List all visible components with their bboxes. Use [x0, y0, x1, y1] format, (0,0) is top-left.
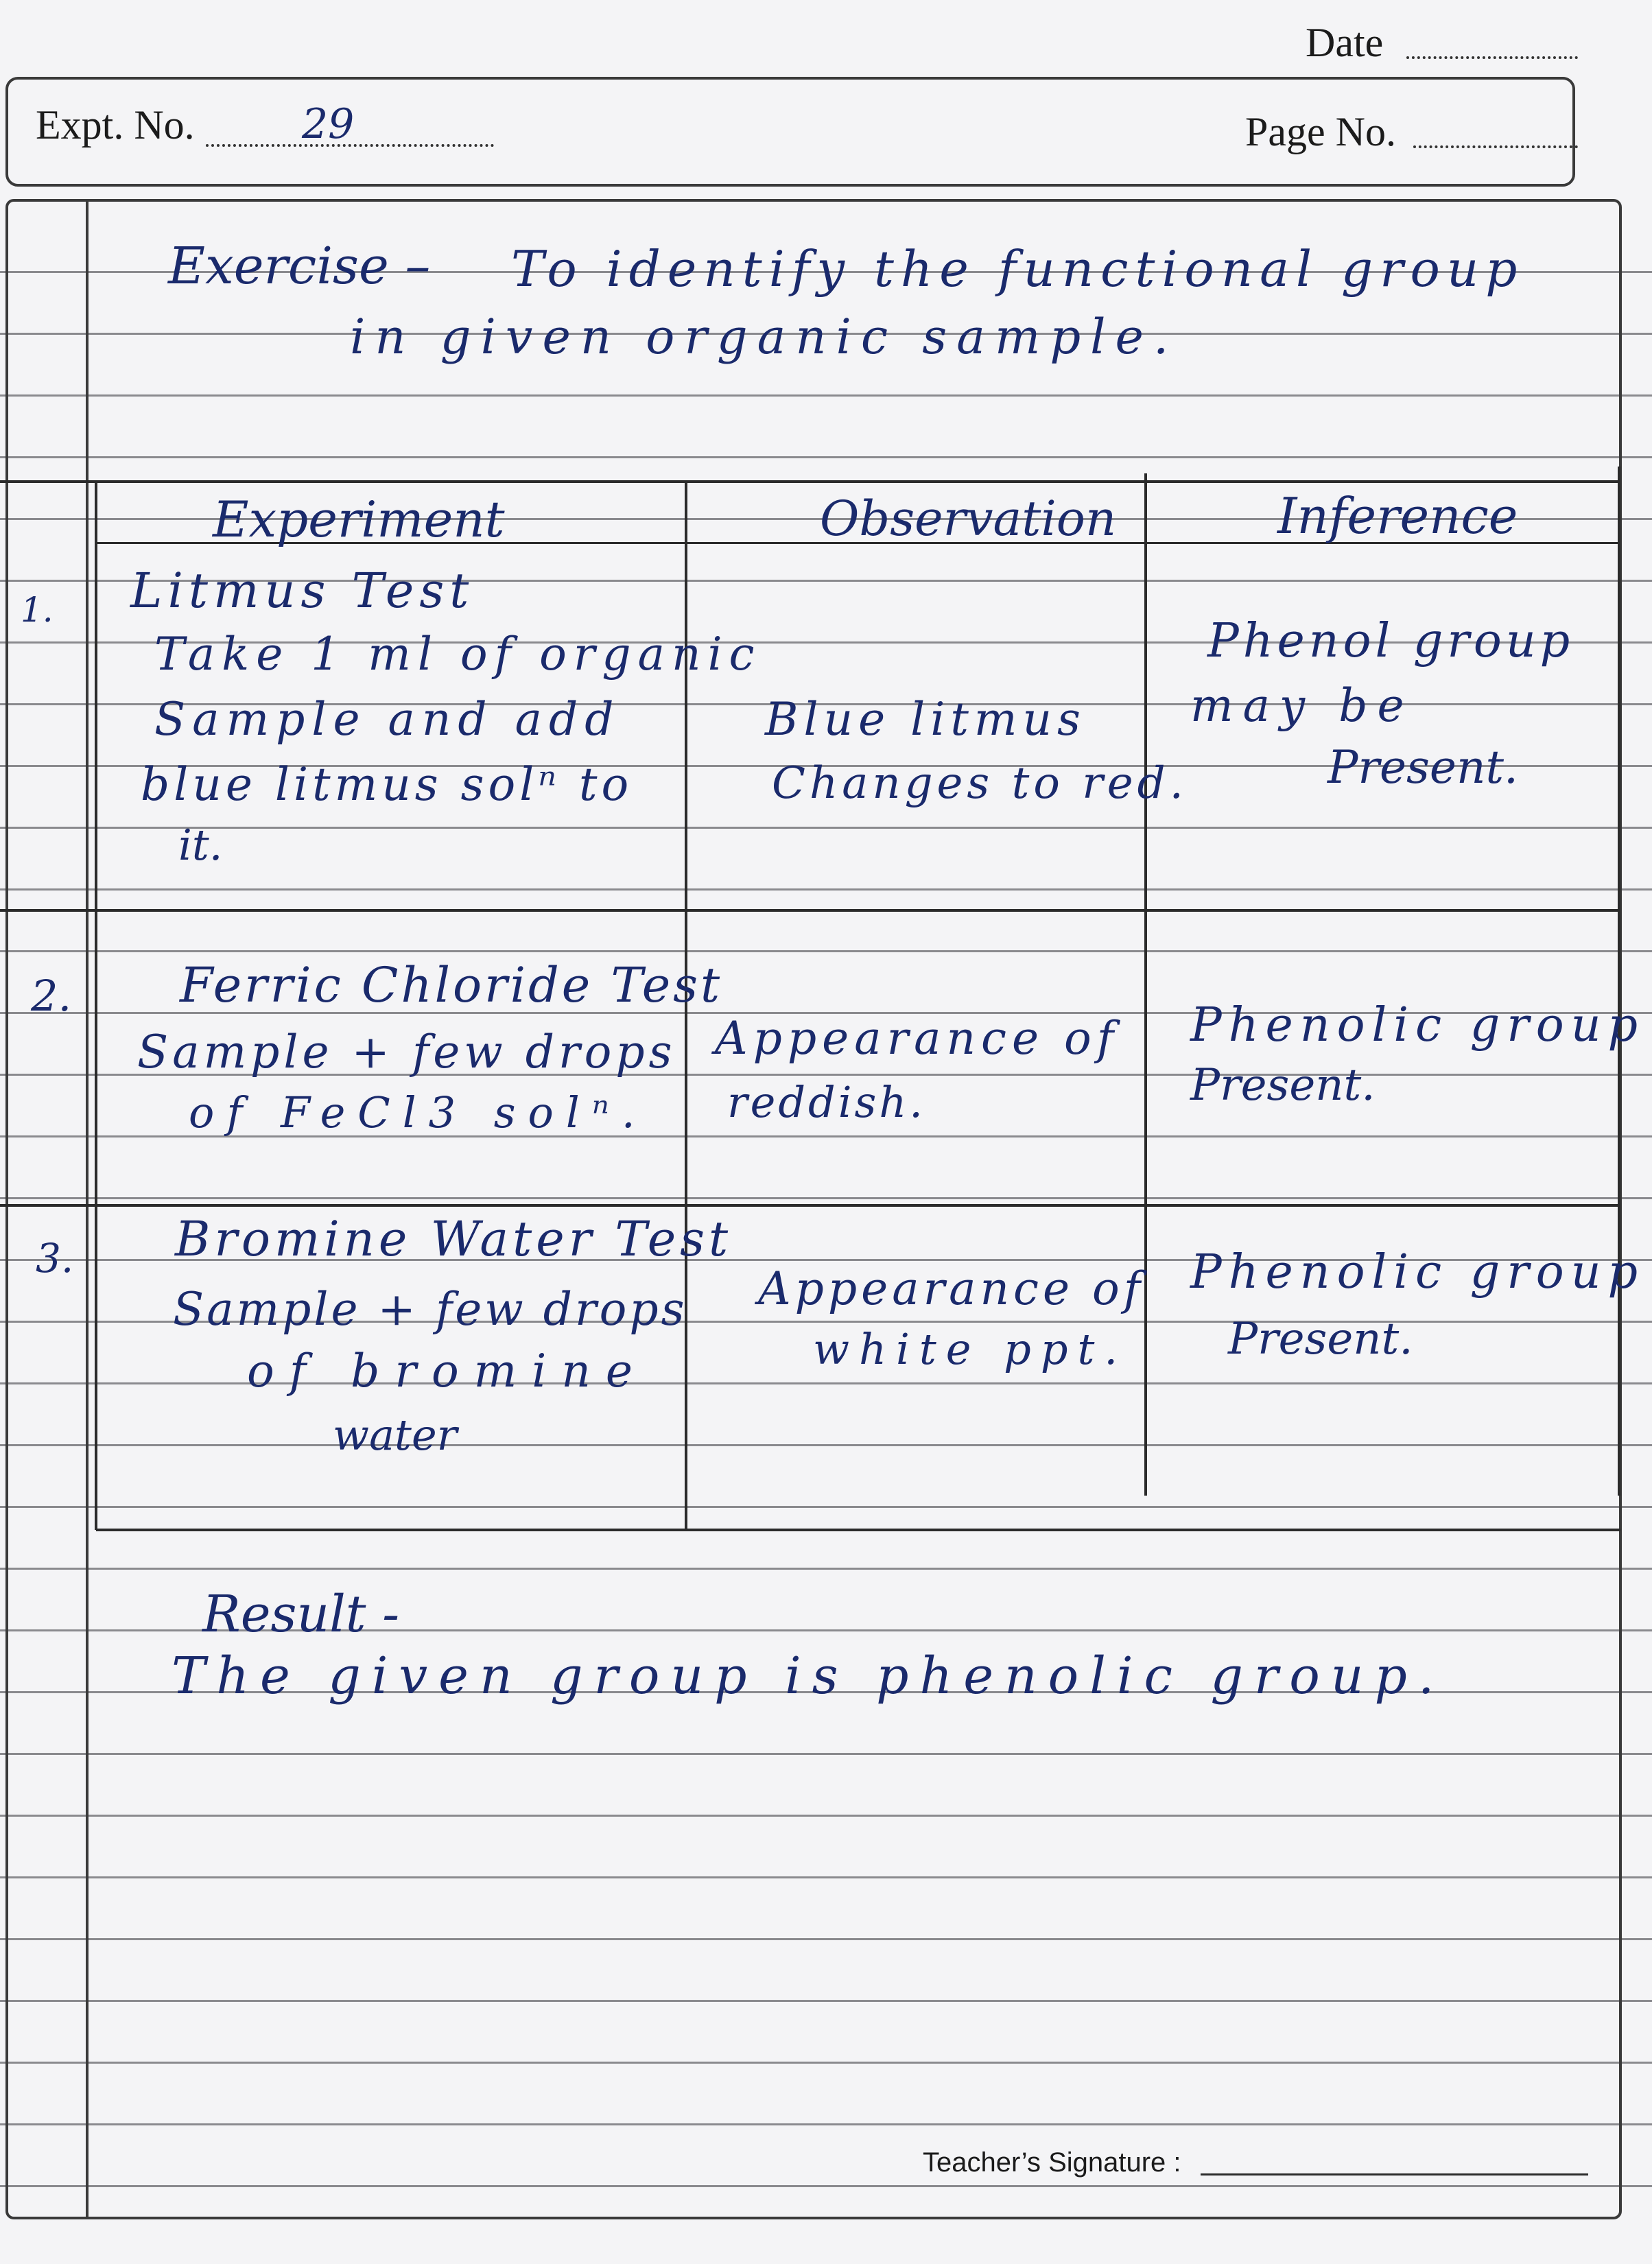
row-2-inference-line-1: Phenolic group [1190, 998, 1645, 1052]
header-observation: Observation [820, 491, 1117, 547]
row-2-experiment-line-1: Sample + few drops [137, 1026, 676, 1078]
row-3-number: 3. [36, 1235, 74, 1282]
row-1-experiment-line-2: Sample and add [154, 693, 621, 746]
row-2-observation-line-1: Appearance of [715, 1012, 1120, 1065]
table-top-border [0, 480, 1620, 483]
date-field [1406, 56, 1578, 59]
exercise-label: Exercise – [168, 237, 431, 296]
expt-no-label: Expt. No. [36, 102, 195, 148]
row-3-inference-line-2: Present. [1228, 1314, 1413, 1365]
row-1-experiment-line-3: blue litmus solⁿ to [141, 758, 633, 811]
row-3-experiment-line-2: of bromine [247, 1345, 648, 1398]
table-col-divider-2 [1144, 473, 1147, 1496]
row-1-observation-line-1: Blue litmus [765, 693, 1086, 746]
row-3-observation-line-2: white ppt. [813, 1324, 1128, 1374]
row-3-inference-line-1: Phenolic group [1190, 1245, 1645, 1299]
row-2-number: 2. [31, 971, 72, 1021]
result-label: Result - [202, 1585, 400, 1644]
row-2-observation-line-2: reddish. [727, 1077, 925, 1127]
date-label: Date [1306, 20, 1384, 65]
row-3-experiment-line-3: water [333, 1410, 458, 1460]
row-1-inference-line-2: may be [1190, 679, 1414, 732]
header-inference: Inference [1277, 487, 1518, 545]
row-3-experiment-line-1: Sample + few drops [173, 1283, 687, 1336]
row-1-number: 1. [21, 590, 54, 630]
result-text: The given group is phenolic group. [172, 1647, 1446, 1706]
row-divider-1 [0, 909, 1620, 912]
row-1-title: Litmus Test [130, 563, 475, 619]
row-1-inference-line-1: Phenol group [1207, 614, 1574, 668]
row-2-title: Ferric Chloride Test [180, 957, 723, 1013]
table-bottom-border [96, 1529, 1620, 1531]
row-2-inference-line-2: Present. [1190, 1060, 1376, 1111]
row-1-experiment-line-1: Take 1 ml of organic [154, 628, 762, 681]
margin-line [86, 200, 88, 2219]
exercise-line-2: in given organic sample. [350, 309, 1179, 365]
page-no-label: Page No. [1245, 109, 1396, 154]
row-1-inference-line-3: Present. [1328, 741, 1518, 794]
row-divider-2 [0, 1204, 1620, 1207]
table-left-border [95, 480, 97, 1530]
row-2-experiment-line-2: of FeCl3 solⁿ. [189, 1087, 648, 1137]
header-experiment: Experiment [213, 491, 505, 548]
exercise-line-1: To identify the functional group [511, 240, 1524, 298]
expt-no-value: 29 [302, 100, 355, 148]
signature-line [1201, 2173, 1588, 2175]
page-no-field [1413, 145, 1578, 148]
row-1-observation-line-2: Changes to red. [772, 758, 1188, 809]
teachers-signature-label: Teacher’s Signature : [923, 2147, 1181, 2178]
row-3-observation-line-1: Appearance of [758, 1262, 1145, 1315]
row-3-title: Bromine Water Test [175, 1211, 733, 1267]
table-right-border [1618, 467, 1620, 1496]
row-1-experiment-line-4: it. [178, 820, 223, 870]
